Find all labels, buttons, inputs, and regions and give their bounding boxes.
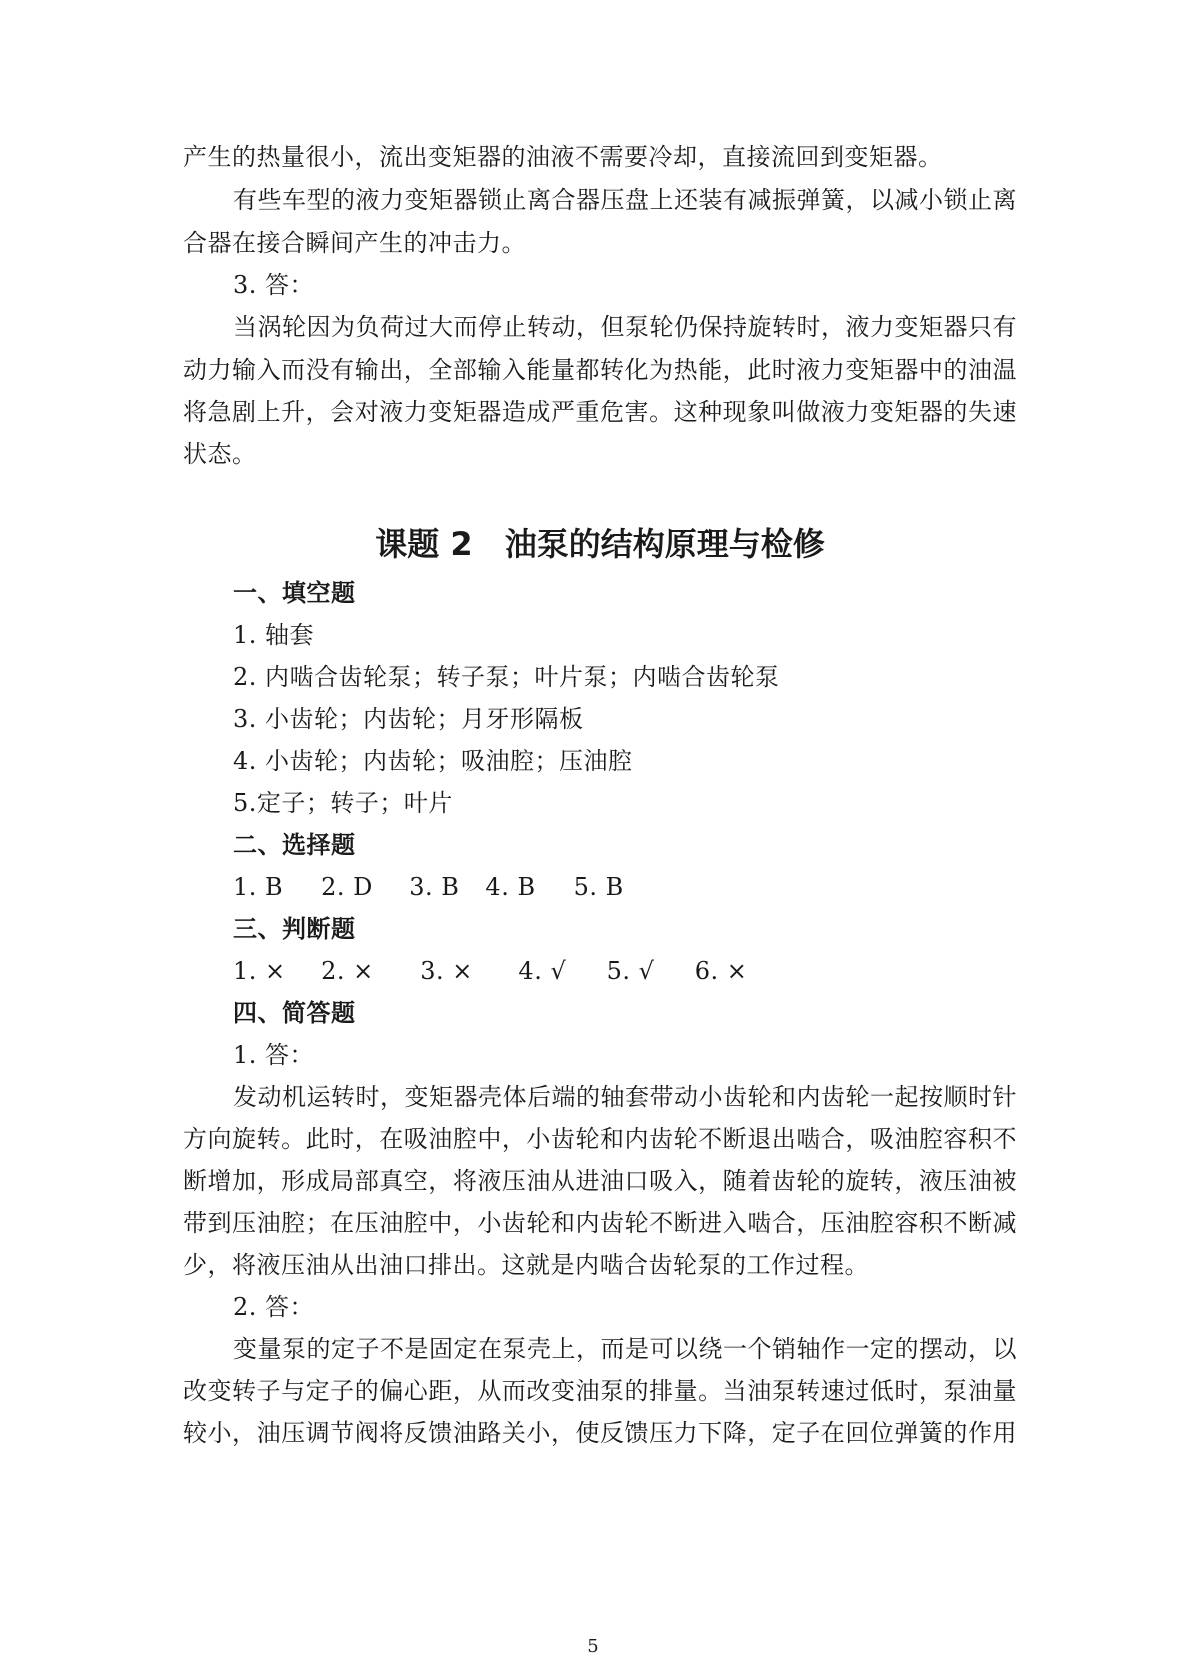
paragraph-line: 方向旋转。此时，在吸油腔中，小齿轮和内齿轮不断退出啮合，吸油腔容积不 — [183, 1125, 1017, 1153]
judge-answer: 4. √ — [518, 957, 567, 985]
paragraph-line: 发动机运转时，变矩器壳体后端的轴套带动小齿轮和内齿轮一起按顺时针 — [233, 1083, 1017, 1111]
answer-label: 3. 答： — [233, 271, 315, 299]
paragraph-line: 合器在接合瞬间产生的冲击力。 — [183, 229, 526, 257]
paragraph-line: 改变转子与定子的偏心距，从而改变油泵的排量。当油泵转速过低时，泵油量 — [183, 1377, 1017, 1405]
judge-answer: 6. × — [694, 957, 748, 985]
choice-answer: 4. B — [485, 873, 536, 901]
fill-blank-heading: 一、填空题 — [233, 579, 356, 607]
paragraph-line: 状态。 — [183, 440, 257, 468]
paragraph-line: 变量泵的定子不是固定在泵壳上，而是可以绕一个销轴作一定的摆动，以 — [233, 1335, 1017, 1363]
choice-answer: 2. D — [321, 873, 373, 901]
paragraph-line: 当涡轮因为负荷过大而停止转动，但泵轮仍保持旋转时，液力变矩器只有 — [233, 313, 1017, 341]
section-title: 课题 2 油泵的结构原理与检修 — [375, 525, 825, 563]
fill-blank-item: 4. 小齿轮；内齿轮；吸油腔；压油腔 — [233, 747, 633, 775]
judge-heading: 三、判断题 — [233, 915, 356, 943]
paragraph-line: 将急剧上升，会对液力变矩器造成严重危害。这种现象叫做液力变矩器的失速 — [183, 398, 1017, 426]
paragraph-line: 断增加，形成局部真空，将液压油从进油口吸入，随着齿轮的旋转，液压油被 — [183, 1167, 1017, 1195]
paragraph-line: 带到压油腔；在压油腔中，小齿轮和内齿轮不断进入啮合，压油腔容积不断减 — [183, 1209, 1017, 1237]
choice-heading: 二、选择题 — [233, 831, 356, 859]
paragraph-line: 有些车型的液力变矩器锁止离合器压盘上还装有减振弹簧，以减小锁止离 — [233, 186, 1017, 214]
judge-answer: 3. × — [420, 957, 473, 985]
paragraph-line: 产生的热量很小，流出变矩器的油液不需要冷却，直接流回到变矩器。 — [183, 143, 943, 171]
choice-answer: 1. B — [233, 873, 284, 901]
choice-answer: 5. B — [573, 873, 624, 901]
judge-answers — [183, 956, 1017, 986]
paragraph-line: 动力输入而没有输出，全部输入能量都转化为热能，此时液力变矩器中的油温 — [183, 356, 1017, 384]
judge-answer: 2. × — [321, 957, 374, 985]
fill-blank-item: 5.定子；转子；叶片 — [233, 789, 453, 817]
answer-label: 1. 答： — [233, 1041, 315, 1069]
paragraph-line: 少，将液压油从出油口排出。这就是内啮合齿轮泵的工作过程。 — [183, 1251, 869, 1279]
paragraph-line: 较小，油压调节阀将反馈油路关小，使反馈压力下降，定子在回位弹簧的作用 — [183, 1419, 1017, 1447]
judge-answer: 1. × — [233, 957, 286, 985]
short-answer-heading: 四、简答题 — [233, 999, 356, 1027]
fill-blank-item: 3. 小齿轮；内齿轮；月牙形隔板 — [233, 705, 584, 733]
fill-blank-item: 2. 内啮合齿轮泵；转子泵；叶片泵；内啮合齿轮泵 — [233, 663, 780, 691]
choice-answers — [183, 872, 1017, 902]
page-number: 5 — [587, 1636, 599, 1657]
choice-answer: 3. B — [409, 873, 460, 901]
answer-label: 2. 答： — [233, 1293, 315, 1321]
judge-answer: 5. √ — [606, 957, 655, 985]
fill-blank-item: 1. 轴套 — [233, 621, 315, 649]
